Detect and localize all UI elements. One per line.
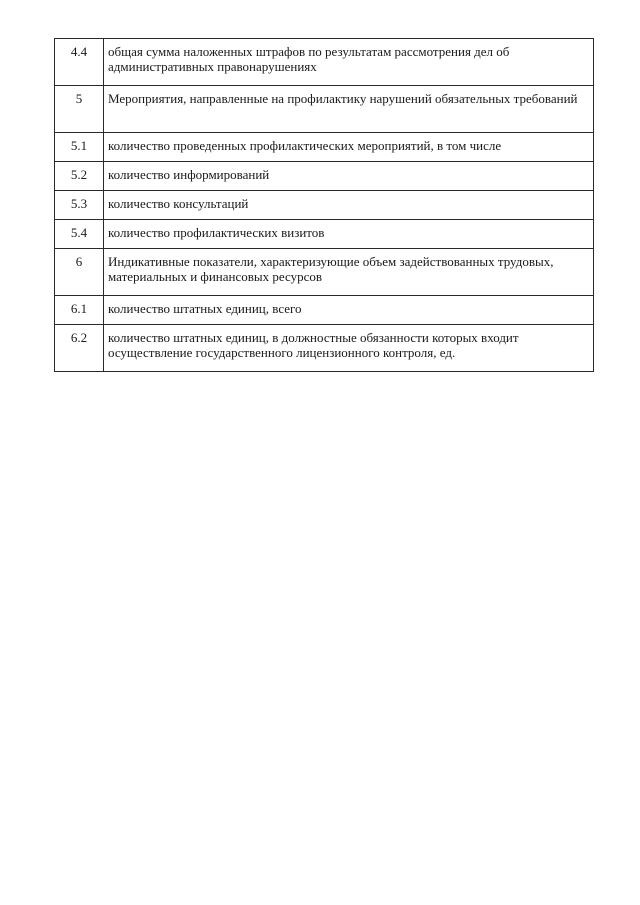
- table-row: [55, 133, 594, 162]
- table-row: [55, 296, 594, 325]
- table-row: [55, 249, 594, 296]
- indicator-table: [54, 38, 594, 372]
- table-row: [55, 162, 594, 191]
- row-description: общая сумма наложенных штрафов по результатам рассмотрения дел об административных правонарушениях: [104, 39, 594, 86]
- row-description: Индикативные показатели, характеризующие объем задействованных трудовых, материальных и финансовых ресурсов: [104, 249, 594, 296]
- row-description: Мероприятия, направленные на профилактику нарушений обязательных требований: [104, 86, 594, 133]
- row-number: 6: [55, 249, 104, 296]
- row-description: количество проведенных профилактических мероприятий, в том числе: [104, 133, 594, 162]
- table-row: [55, 39, 594, 86]
- row-number: 5.1: [55, 133, 104, 162]
- row-description: количество информирований: [104, 162, 594, 191]
- row-number: 6.2: [55, 325, 104, 372]
- table-row: [55, 191, 594, 220]
- row-description: количество профилактических визитов: [104, 220, 594, 249]
- row-number: 5.3: [55, 191, 104, 220]
- row-number: 5.2: [55, 162, 104, 191]
- row-number: 6.1: [55, 296, 104, 325]
- row-description: количество консультаций: [104, 191, 594, 220]
- row-number: 5: [55, 86, 104, 133]
- row-description: количество штатных единиц, всего: [104, 296, 594, 325]
- row-number: 4.4: [55, 39, 104, 86]
- row-number: 5.4: [55, 220, 104, 249]
- row-description: количество штатных единиц, в должностные обязанности которых входит осуществление государственного лицензионного контроля, ед.: [104, 325, 594, 372]
- table-row: [55, 220, 594, 249]
- table-row: [55, 325, 594, 372]
- table-row: [55, 86, 594, 133]
